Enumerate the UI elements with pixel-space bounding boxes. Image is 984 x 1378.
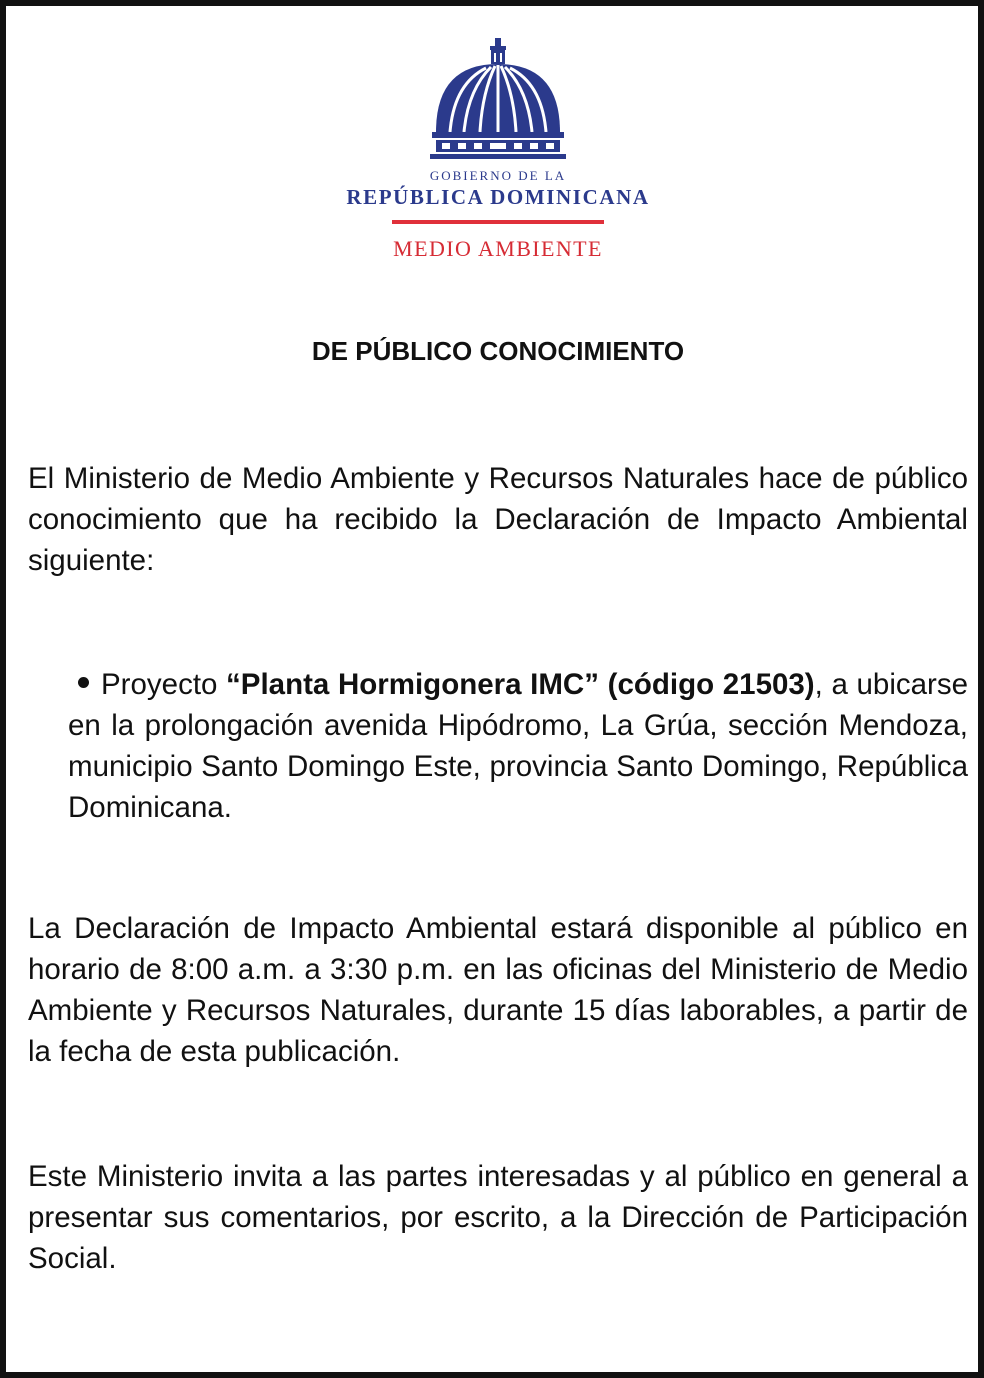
project-prefix: Proyecto: [101, 668, 227, 701]
project-name: “Planta Hormigonera IMC”: [226, 668, 599, 701]
logo-line-2: REPÚBLICA DOMINICANA: [346, 185, 650, 209]
project-code: (código 21503): [607, 668, 815, 701]
logo-line-1: GOBIERNO DE LA: [429, 168, 567, 183]
project-bullet: [68, 664, 968, 828]
notice-title: DE PÚBLICO CONOCIMIENTO: [311, 336, 685, 366]
ministry-name: MEDIO AMBIENTE: [393, 236, 603, 261]
intro-paragraph: El Ministerio de Medio Ambiente y Recursos Naturales hace de público conocimiento que ha recibido la Declaración de Impacto Ambiental siguiente:: [28, 462, 968, 577]
bullet-icon: [78, 677, 89, 688]
availability-paragraph: La Declaración de Impacto Ambiental estará disponible al público en horario de 8:00 a.m. a 3:30 p.m. en las oficinas del Ministerio de Medio Ambiente y Recursos Naturales, durante 15 días laborables, a partir de la fecha de esta publicación.: [28, 912, 968, 1068]
invitation-paragraph: Este Ministerio invita a las partes interesadas y al público en general a presentar sus comentarios, por escrito, a la Dirección de Participación Social.: [28, 1160, 968, 1275]
logo-divider: [392, 220, 604, 224]
dome-icon: [428, 34, 568, 164]
government-logo: [6, 34, 984, 262]
project-location: , a ubicarse en la prolongación avenida Hipódromo, La Grúa, sección Mendoza, municipio Santo Domingo Este, provincia Santo Domingo, República Dominicana.: [68, 668, 969, 824]
